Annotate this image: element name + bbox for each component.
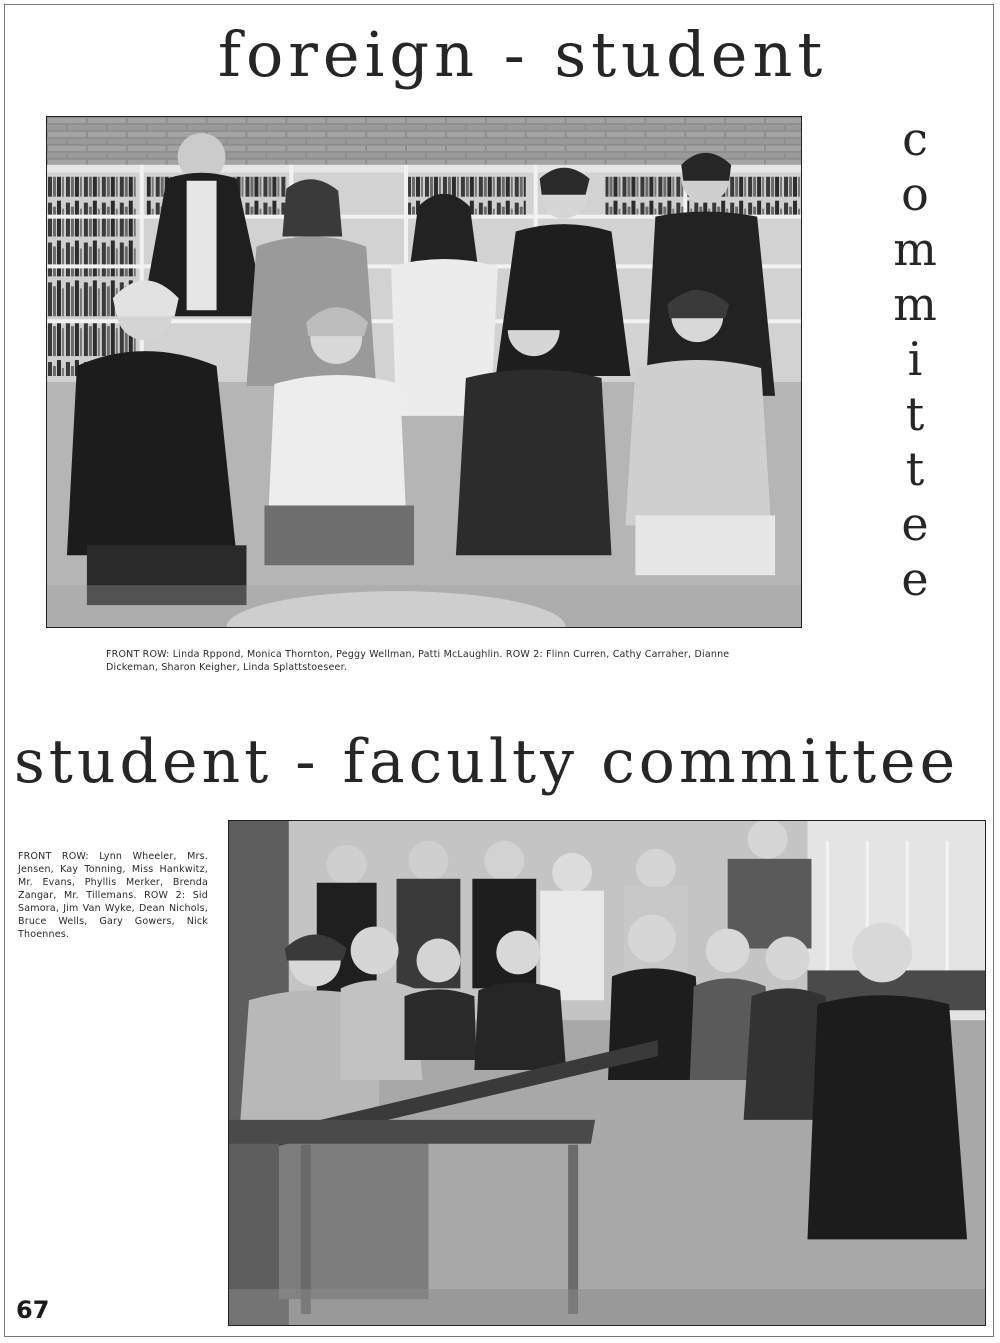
vertical-letter: o [901,167,929,221]
student-faculty-group-photo [228,820,986,1326]
vertical-letter: m [893,222,937,276]
vertical-letter: i [907,332,923,386]
vertical-letter: e [901,497,929,551]
foreign-student-caption: FRONT ROW: Linda Rppond, Monica Thornton, Peggy Wellman, Patti McLaughlin. ROW 2: Flinn Curren, Cathy Carraher, Dianne Dickeman, Sharon Keigher, Linda Splattstoeseer. [106,649,730,673]
page-number: 67 [16,1296,50,1324]
student-faculty-caption: FRONT ROW: Lynn Wheeler, Mrs. Jensen, Kay Tonning, Miss Hankwitz, Mr. Evans, Phyllis Merker, Brenda Zangar, Mr. Tillemans. ROW 2: Sid Samora, Jim Van Wyke, Dean Nichols, Bruce Wells, Gary Gowers, Nick Thoennes. [18,851,208,940]
committee-vertical-title [880,112,950,607]
foreign-student-group-photo [46,116,802,628]
vertical-letter: t [905,442,925,496]
vertical-letter: e [901,552,929,606]
group-photo-illustration [47,117,801,627]
vertical-letter: m [893,277,937,331]
foreign-student-title: foreign - student [218,18,828,91]
vertical-letter: t [905,387,925,441]
student-faculty-title: student - faculty committee [14,727,960,797]
group-photo-illustration [229,821,985,1325]
vertical-letter: c [902,112,928,166]
